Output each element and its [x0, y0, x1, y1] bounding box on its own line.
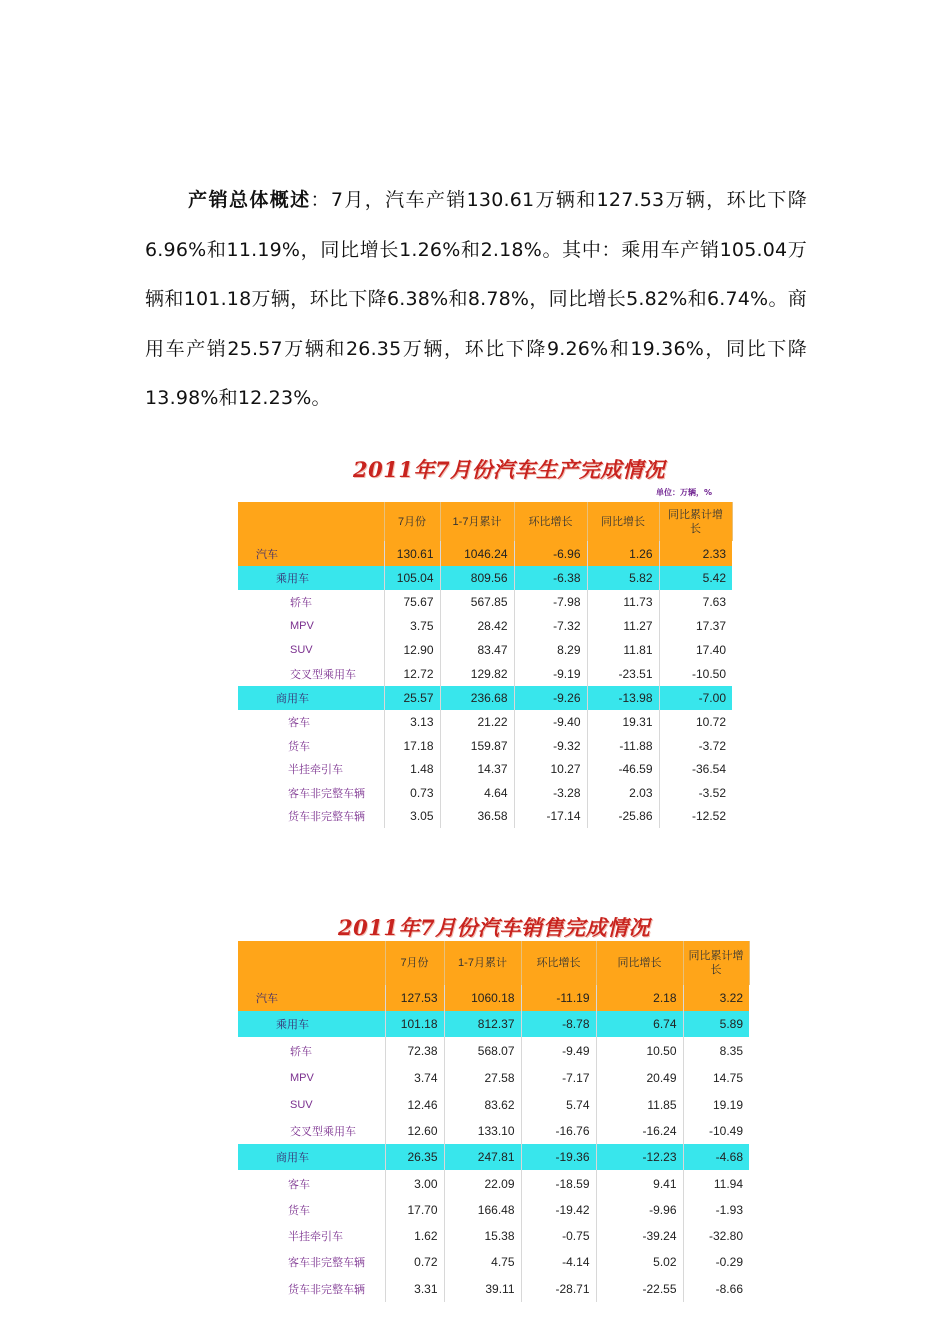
sales-cell: 1.62	[385, 1223, 444, 1249]
overview-paragraph	[145, 176, 807, 424]
sales-cell: 8.35	[719, 1043, 743, 1058]
sales-table	[238, 941, 750, 1302]
sales-row	[238, 1091, 749, 1118]
sales-cell: 15.38	[444, 1223, 521, 1249]
sales-cell: -28.71	[521, 1275, 596, 1302]
sales-row-label: 商用车	[238, 1144, 385, 1170]
production-cell: -13.98	[587, 686, 659, 710]
production-row	[238, 781, 732, 804]
sales-cell: 2.18	[596, 985, 683, 1011]
sales-cell: -39.24	[596, 1223, 683, 1249]
sales-cell: 3.31	[385, 1275, 444, 1302]
production-cell: 3.13	[384, 710, 440, 734]
sales-row-label: 货车非完整车辆	[238, 1275, 385, 1302]
production-cell: 1.26	[587, 541, 659, 566]
production-table	[238, 502, 733, 828]
sales-cell: 133.10	[444, 1118, 521, 1144]
sales-cell: 27.58	[444, 1064, 521, 1091]
production-row-label: 汽车	[238, 541, 384, 566]
production-cell: -9.32	[514, 734, 587, 757]
production-cell: 1046.24	[440, 541, 514, 566]
production-row-label: 商用车	[238, 686, 384, 710]
production-row-label: 货车	[238, 734, 384, 757]
production-cell: -46.59	[587, 757, 659, 781]
production-cell: -12.52	[691, 809, 726, 823]
production-table-unit: 单位：万辆，%	[656, 488, 713, 497]
production-cell: -25.86	[587, 804, 659, 828]
sales-cell: 247.81	[444, 1144, 521, 1170]
production-row	[238, 662, 732, 686]
sales-row	[238, 1144, 749, 1170]
production-cell: 25.57	[384, 686, 440, 710]
sales-header-cell: 同比增长	[596, 941, 683, 985]
production-cell: 10.72	[695, 715, 726, 729]
production-row	[238, 710, 732, 734]
sales-cell: -19.36	[521, 1144, 596, 1170]
production-cell: 14.37	[440, 757, 514, 781]
sales-cell: 11.85	[596, 1091, 683, 1118]
sales-cell: 19.19	[712, 1097, 743, 1112]
production-cell: -36.54	[691, 762, 726, 776]
production-cell: -9.40	[514, 710, 587, 734]
sales-cell: 3.00	[385, 1170, 444, 1197]
sales-cell: 5.89	[683, 1011, 749, 1037]
production-table-title: 2011年7月份汽车生产完成情况	[353, 457, 666, 482]
sales-cell: 10.50	[596, 1037, 683, 1064]
production-cell: -23.51	[587, 662, 659, 686]
sales-cell: 3.74	[385, 1064, 444, 1091]
production-row	[238, 541, 732, 566]
production-row	[238, 686, 732, 710]
production-row-label: MPV	[238, 614, 384, 638]
sales-cell: 14.75	[712, 1070, 743, 1085]
sales-cell: 166.48	[444, 1197, 521, 1223]
sales-cell: -0.75	[521, 1223, 596, 1249]
sales-cell: 0.72	[385, 1249, 444, 1275]
sales-row	[238, 1064, 749, 1091]
production-row	[238, 566, 732, 590]
sales-cell: -4.14	[521, 1249, 596, 1275]
production-header-cell: 同比增长	[587, 502, 659, 541]
overview-body: ：7月，汽车产销130.61万辆和127.53万辆，环比下降6.96%和11.19%，同比增长1.26%和2.18%。其中：乘用车产销105.04万辆和101.18万辆，环比下降6.38%和8.78%，同比增长5.82%和6.74%。商用车产销25.57万辆和26.35万辆，环比下降9.26%和19.36%，同比下降13.98%和12.23%。	[145, 189, 807, 409]
production-cell: 11.27	[587, 614, 659, 638]
sales-cell: 83.62	[444, 1091, 521, 1118]
sales-cell: -8.78	[521, 1011, 596, 1037]
production-cell: 12.90	[384, 638, 440, 662]
sales-row	[238, 1249, 749, 1275]
sales-cell: -7.17	[521, 1064, 596, 1091]
sales-cell: -9.96	[596, 1197, 683, 1223]
sales-cell: -10.49	[708, 1124, 743, 1138]
sales-cell: 9.41	[596, 1170, 683, 1197]
sales-table-title: 2011年7月份汽车销售完成情况	[338, 915, 651, 940]
sales-cell: 6.74	[596, 1011, 683, 1037]
sales-cell: -32.80	[708, 1229, 743, 1243]
production-header-row	[238, 502, 732, 541]
production-header-cell: 7月份	[384, 502, 440, 541]
sales-header-row	[238, 941, 749, 985]
sales-cell: -19.42	[521, 1197, 596, 1223]
production-cell: -9.19	[514, 662, 587, 686]
sales-cell: 26.35	[385, 1144, 444, 1170]
sales-cell: -16.76	[521, 1118, 596, 1144]
production-cell: 17.18	[384, 734, 440, 757]
production-cell: 3.05	[384, 804, 440, 828]
production-cell: 28.42	[440, 614, 514, 638]
sales-cell: -0.29	[715, 1255, 743, 1269]
production-row	[238, 638, 732, 662]
production-header-cell	[238, 502, 384, 541]
sales-cell: -22.55	[596, 1275, 683, 1302]
production-cell: -6.96	[514, 541, 587, 566]
sales-cell: 1060.18	[444, 985, 521, 1011]
sales-row-label: 汽车	[238, 985, 385, 1011]
production-cell: 19.31	[587, 710, 659, 734]
sales-row-label: MPV	[238, 1064, 385, 1091]
production-cell: -7.00	[659, 686, 732, 710]
sales-cell: 3.22	[683, 985, 749, 1011]
production-row-label: 客车	[238, 710, 384, 734]
production-cell: 83.47	[440, 638, 514, 662]
production-cell: 236.68	[440, 686, 514, 710]
sales-cell: -18.59	[521, 1170, 596, 1197]
production-cell: 11.81	[587, 638, 659, 662]
production-cell: 36.58	[440, 804, 514, 828]
production-cell: 5.42	[659, 566, 732, 590]
production-header-cell: 1-7月累计	[440, 502, 514, 541]
sales-cell: 72.38	[385, 1037, 444, 1064]
production-header-cell: 环比增长	[514, 502, 587, 541]
sales-row-label: 半挂牵引车	[238, 1223, 385, 1249]
sales-header-cell: 同比累计增长	[683, 941, 749, 985]
production-cell: 4.64	[440, 781, 514, 804]
sales-row	[238, 1197, 749, 1223]
sales-cell: 20.49	[596, 1064, 683, 1091]
sales-cell: -8.66	[715, 1281, 743, 1296]
production-row	[238, 757, 732, 781]
sales-row-label: 乘用车	[238, 1011, 385, 1037]
sales-row-label: 货车	[238, 1197, 385, 1223]
sales-cell: -11.19	[521, 985, 596, 1011]
sales-cell: 101.18	[385, 1011, 444, 1037]
sales-cell: 812.37	[444, 1011, 521, 1037]
production-cell: 8.29	[514, 638, 587, 662]
sales-header-cell: 环比增长	[521, 941, 596, 985]
production-cell: -3.72	[698, 738, 726, 753]
production-row-label: 乘用车	[238, 566, 384, 590]
production-row-label: 半挂牵引车	[238, 757, 384, 781]
production-row-label: SUV	[238, 638, 384, 662]
sales-row-label: SUV	[238, 1091, 385, 1118]
production-row	[238, 590, 732, 614]
production-cell: 10.27	[514, 757, 587, 781]
production-cell: 105.04	[384, 566, 440, 590]
sales-row	[238, 1223, 749, 1249]
production-row-label: 客车非完整车辆	[238, 781, 384, 804]
sales-cell: 17.70	[385, 1197, 444, 1223]
sales-cell: 11.94	[713, 1176, 743, 1191]
sales-row	[238, 985, 749, 1011]
production-row-label: 交叉型乘用车	[238, 662, 384, 686]
production-header-cell: 同比累计增长	[659, 502, 732, 541]
sales-header-cell: 7月份	[385, 941, 444, 985]
production-cell: 11.73	[587, 590, 659, 614]
production-row-label: 轿车	[238, 590, 384, 614]
sales-row	[238, 1118, 749, 1144]
production-cell: 2.33	[659, 541, 732, 566]
overview-lead: 产销总体概述	[187, 189, 311, 211]
production-cell: -10.50	[691, 667, 726, 681]
production-cell: 567.85	[440, 590, 514, 614]
production-cell: 5.82	[587, 566, 659, 590]
production-cell: 17.37	[695, 619, 726, 633]
production-cell: 129.82	[440, 662, 514, 686]
production-cell: 21.22	[440, 710, 514, 734]
sales-cell: -12.23	[596, 1144, 683, 1170]
production-cell: 17.40	[695, 643, 726, 657]
production-cell: -17.14	[514, 804, 587, 828]
sales-row	[238, 1170, 749, 1197]
production-cell: -6.38	[514, 566, 587, 590]
production-cell: -11.88	[587, 734, 659, 757]
sales-cell: 5.74	[521, 1091, 596, 1118]
production-row	[238, 614, 732, 638]
production-cell: 159.87	[440, 734, 514, 757]
production-cell: -7.32	[514, 614, 587, 638]
sales-cell: 568.07	[444, 1037, 521, 1064]
sales-cell: 5.02	[596, 1249, 683, 1275]
production-cell: -9.26	[514, 686, 587, 710]
sales-header-cell: 1-7月累计	[444, 941, 521, 985]
sales-cell: 127.53	[385, 985, 444, 1011]
sales-cell: -16.24	[596, 1118, 683, 1144]
production-cell: 130.61	[384, 541, 440, 566]
sales-row-label: 客车	[238, 1170, 385, 1197]
sales-cell: 39.11	[444, 1275, 521, 1302]
production-row-label: 货车非完整车辆	[238, 804, 384, 828]
sales-row	[238, 1011, 749, 1037]
sales-cell: -4.68	[683, 1144, 749, 1170]
sales-cell: -1.93	[715, 1203, 743, 1217]
sales-row-label: 客车非完整车辆	[238, 1249, 385, 1275]
sales-cell: 12.46	[385, 1091, 444, 1118]
production-cell: 12.72	[384, 662, 440, 686]
production-cell: 7.63	[702, 595, 726, 609]
sales-header-cell	[238, 941, 385, 985]
production-cell: 3.75	[384, 614, 440, 638]
sales-cell: 22.09	[444, 1170, 521, 1197]
production-cell: 809.56	[440, 566, 514, 590]
production-cell: -3.52	[698, 785, 726, 800]
production-cell: -7.98	[514, 590, 587, 614]
production-cell: 1.48	[384, 757, 440, 781]
production-row	[238, 734, 732, 757]
sales-row	[238, 1275, 749, 1302]
production-cell: -3.28	[514, 781, 587, 804]
sales-row-label: 交叉型乘用车	[238, 1118, 385, 1144]
production-cell: 75.67	[384, 590, 440, 614]
sales-cell: -9.49	[521, 1037, 596, 1064]
production-cell: 0.73	[384, 781, 440, 804]
sales-row-label: 轿车	[238, 1037, 385, 1064]
production-row	[238, 804, 732, 828]
sales-cell: 4.75	[444, 1249, 521, 1275]
sales-row	[238, 1037, 749, 1064]
sales-cell: 12.60	[385, 1118, 444, 1144]
production-cell: 2.03	[587, 781, 659, 804]
